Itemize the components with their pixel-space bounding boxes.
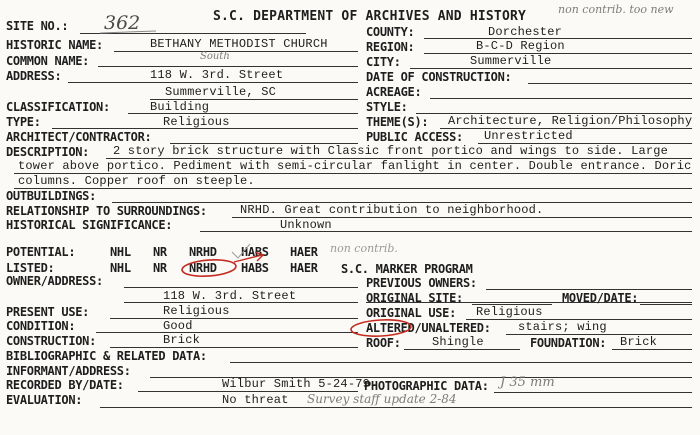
label-potential: POTENTIAL: [6, 245, 76, 259]
site-no-value: 362 [104, 12, 141, 34]
historic-name-line [114, 51, 358, 52]
listed-nr: NR [153, 261, 167, 275]
description-line3: columns. Copper roof on steeple. [18, 174, 255, 188]
present-use-value: Religious [163, 304, 230, 318]
label-themes: THEME(S): [366, 115, 429, 129]
original-use-value: Religious [476, 305, 543, 319]
label-recorded: RECORDED BY/DATE: [6, 378, 124, 392]
recorded-value: Wilbur Smith 5-24-79 [222, 377, 371, 391]
label-condition: CONDITION: [6, 319, 76, 333]
label-previous-owners: PREVIOUS OWNERS: [366, 276, 477, 290]
label-public-access: PUBLIC ACCESS: [366, 130, 463, 144]
label-photographic: PHOTOGRAPHIC DATA: [364, 379, 489, 393]
label-evaluation: EVALUATION: [6, 393, 83, 407]
label-relationship: RELATIONSHIP TO SURROUNDINGS: [6, 204, 207, 218]
owner-line-a [124, 287, 358, 288]
condition-line [96, 332, 358, 333]
significance-value: Unknown [280, 218, 332, 232]
city-line [410, 68, 692, 69]
label-acreage: ACREAGE: [366, 85, 422, 99]
description-line1: 2 story brick structure with Classic front portico and wings to side. Large [113, 144, 669, 158]
potential-nrhd: NRHD [189, 245, 217, 259]
potential-haer: HAER [290, 245, 318, 259]
region-value: B-C-D Region [476, 39, 565, 53]
label-region: REGION: [366, 40, 415, 54]
common-name-line [98, 66, 358, 67]
label-classification: CLASSIFICATION: [6, 100, 110, 114]
construction-value: Brick [163, 333, 201, 347]
label-outbuildings: OUTBUILDINGS: [6, 189, 97, 203]
previous-owners-line-a [486, 289, 692, 290]
address-line2: Summerville, SC [165, 85, 277, 99]
type-value: Religious [163, 115, 230, 129]
label-listed: LISTED: [6, 261, 55, 275]
label-owner: OWNER/ADDRESS: [6, 274, 103, 288]
label-present-use: PRESENT USE: [6, 305, 90, 319]
common-name-note: South [200, 51, 230, 62]
description-line2: tower above portico. Pediment with semi-circular fanlight in center. Double entrance. Doric [18, 159, 692, 173]
label-altered: ALTERED/UNALTERED: [366, 321, 491, 335]
date-construction-line [528, 83, 692, 84]
label-foundation: FOUNDATION: [530, 336, 607, 350]
altered-value: stairs; wing [518, 320, 607, 334]
label-historic-name: HISTORIC NAME: [6, 38, 103, 52]
label-original-use: ORIGINAL USE: [366, 306, 457, 320]
foundation-line [612, 349, 692, 350]
label-type: TYPE: [6, 115, 41, 129]
site-no-line [80, 33, 306, 34]
present-use-line [110, 318, 358, 319]
label-architect: ARCHITECT/CONTRACTOR: [6, 130, 152, 144]
altered-line [506, 334, 692, 335]
listed-habs: HABS [241, 261, 269, 275]
evaluation-line [100, 407, 692, 408]
historic-name-value: BETHANY METHODIST CHURCH [150, 37, 328, 51]
photographic-line [494, 392, 692, 393]
classification-line [128, 113, 358, 114]
label-informant: INFORMANT/ADDRESS: [6, 364, 131, 378]
owner-line-b [124, 302, 358, 303]
potential-nr: NR [153, 245, 167, 259]
region-line [424, 53, 692, 54]
form-title: S.C. DEPARTMENT OF ARCHIVES AND HISTORY [213, 9, 527, 24]
listed-haer: HAER [290, 261, 318, 275]
label-site-no: SITE NO.: [6, 19, 69, 33]
foundation-value: Brick [620, 335, 658, 349]
public-access-value: Unrestricted [484, 129, 573, 143]
type-line [52, 128, 358, 129]
acreage-line [430, 98, 692, 99]
roof-line [404, 349, 520, 350]
classification-value: Building [150, 100, 210, 114]
evaluation-value: No threat [222, 393, 289, 407]
photographic-pencil-note: J 35 mm [500, 375, 555, 390]
label-address: ADDRESS: [6, 69, 62, 83]
listed-nrhd: NRHD [189, 261, 217, 275]
label-roof: ROOF: [366, 336, 401, 350]
bibliographic-line [230, 362, 692, 363]
address-line1: 118 W. 3rd. Street [150, 68, 284, 82]
label-style: STYLE: [366, 100, 408, 114]
moved-date-line [640, 304, 692, 305]
roof-value: Shingle [432, 335, 484, 349]
label-city: CITY: [366, 55, 401, 69]
county-value: Dorchester [488, 25, 563, 39]
address-line-a [68, 82, 358, 83]
themes-value: Architecture, Religion/Philosophy [448, 114, 693, 128]
label-bibliographic: BIBLIOGRAPHIC & RELATED DATA: [6, 349, 207, 363]
evaluation-pencil-note: Survey staff update 2-84 [307, 392, 457, 406]
condition-value: Good [163, 319, 193, 333]
label-moved-date: MOVED/DATE: [562, 291, 639, 305]
label-significance: HISTORICAL SIGNIFICANCE: [6, 218, 173, 232]
city-value: Summerville [470, 54, 552, 68]
label-marker-program: S.C. MARKER PROGRAM [341, 262, 473, 276]
listed-nhl: NHL [110, 261, 131, 275]
label-common-name: COMMON NAME: [6, 54, 90, 68]
label-original-site: ORIGINAL SITE: [366, 291, 463, 305]
potential-habs: HABS [241, 245, 269, 259]
label-description: DESCRIPTION: [6, 145, 90, 159]
label-construction: CONSTRUCTION: [6, 334, 97, 348]
potential-pencil-note: non contrib. [330, 242, 398, 255]
owner-address-value: 118 W. 3rd. Street [163, 289, 297, 303]
label-county: COUNTY: [366, 25, 415, 39]
corner-pencil-note: non contrib. too new [558, 3, 674, 16]
description-rule3 [14, 188, 692, 189]
relationship-value: NRHD. Great contribution to neighborhood. [240, 203, 544, 217]
construction-line [110, 347, 358, 348]
significance-line [200, 231, 692, 232]
label-date-construction: DATE OF CONSTRUCTION: [366, 70, 512, 84]
potential-nhl: NHL [110, 245, 131, 259]
